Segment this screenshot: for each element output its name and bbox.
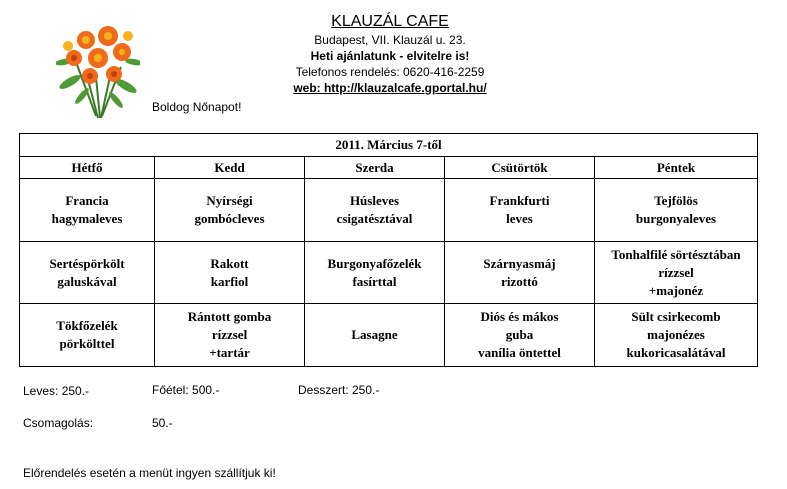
day-header: Szerda bbox=[305, 157, 445, 179]
menu-cell: Nyírségi gombócleves bbox=[155, 179, 305, 242]
menu-cell: Francia hagymaleves bbox=[20, 179, 155, 242]
menu-cell: Burgonyafőzelék fasírttal bbox=[305, 242, 445, 304]
menu-cell: Szárnyasmáj rizottó bbox=[445, 242, 595, 304]
weekly-offer: Heti ajánlatunk - elvitelre is! bbox=[310, 49, 470, 63]
soup-price: Leves: 250.- bbox=[23, 384, 90, 398]
menu-cell: Sertéspörkölt galuskával bbox=[20, 242, 155, 304]
cafe-address: Budapest, VII. Klauzál u. 23. bbox=[314, 33, 466, 47]
menu-cell: Frankfurti leves bbox=[445, 179, 595, 242]
packaging-label: Csomagolás: bbox=[23, 416, 94, 430]
website-link[interactable]: web: http://klauzalcafe.gportal.hu/ bbox=[293, 81, 487, 95]
delivery-note: Előrendelés esetén a menüt ingyen szállítjuk ki! bbox=[23, 466, 276, 480]
day-header: Csütörtök bbox=[445, 157, 595, 179]
day-header: Kedd bbox=[155, 157, 305, 179]
table-row bbox=[20, 304, 758, 367]
menu-cell: Diós és mákos guba vanília öntettel bbox=[445, 304, 595, 367]
menu-cell: Rántott gomba rízzsel +tartár bbox=[155, 304, 305, 367]
menu-cell: Lasagne bbox=[305, 304, 445, 367]
greeting-text: Boldog Nőnapot! bbox=[152, 100, 242, 114]
day-header: Péntek bbox=[595, 157, 758, 179]
weekly-menu-table bbox=[19, 133, 758, 367]
menu-cell: Sült csirkecomb majonézes kukoricasalátával bbox=[595, 304, 758, 367]
dessert-price: Desszert: 250.- bbox=[298, 383, 380, 397]
menu-cell: Tökfőzelék pörkölttel bbox=[20, 304, 155, 367]
menu-cell: Tejfölös burgonyaleves bbox=[595, 179, 758, 242]
menu-cell: Húsleves csigatésztával bbox=[305, 179, 445, 242]
menu-date: 2011. Március 7-től bbox=[20, 134, 758, 157]
table-row bbox=[20, 242, 758, 304]
flower-bouquet-icon bbox=[56, 22, 140, 120]
table-row bbox=[20, 179, 758, 242]
day-header: Hétfő bbox=[20, 157, 155, 179]
cafe-title: KLAUZÁL CAFE bbox=[331, 13, 449, 30]
menu-cell: Rakott karfiol bbox=[155, 242, 305, 304]
cafe-header bbox=[240, 12, 540, 96]
main-course-price: Főétel: 500.- bbox=[152, 383, 220, 397]
menu-cell: Tonhalfilé sörtésztában rízzsel +majonéz bbox=[595, 242, 758, 304]
packaging-price: 50.- bbox=[152, 416, 173, 430]
phone-order: Telefonos rendelés: 0620-416-2259 bbox=[295, 65, 485, 79]
